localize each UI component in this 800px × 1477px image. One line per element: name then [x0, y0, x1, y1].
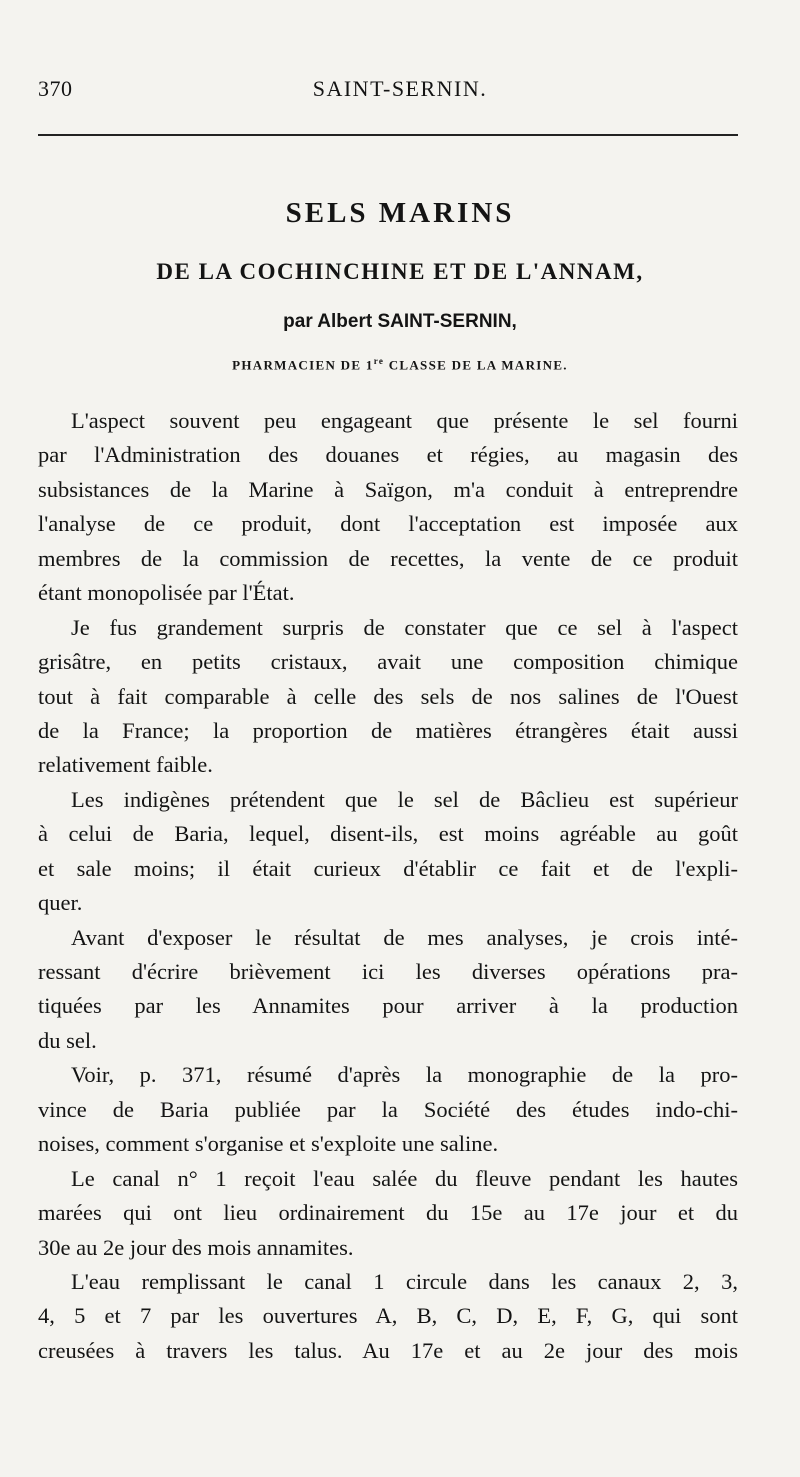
text-line: noises, comment s'organise et s'exploite une saline.	[38, 1131, 499, 1157]
text-line: ressant d'écrire brièvement ici les diverses opérations pra-	[38, 959, 738, 984]
text-line: membres de la commission de recettes, la vente de ce produit	[38, 545, 738, 571]
text-line: Avant d'exposer le résultat de mes analyses, je crois inté-	[71, 924, 738, 950]
header-rule	[38, 134, 738, 136]
text-line: 4, 5 et 7 par les ouvertures A, B, C, D, E, F, G, qui sont	[38, 1303, 738, 1329]
text-line: quer.	[38, 890, 83, 916]
text-line: et sale moins; il était curieux d'établir ce fait et de l'expli-	[38, 855, 738, 881]
text-line: Le canal n° 1 reçoit l'eau salée du fleuve pendant les hautes	[71, 1165, 738, 1191]
text-line: 30e au 2e jour des mois annamites.	[38, 1234, 354, 1260]
affiliation-superscript: re	[373, 356, 385, 366]
text-line: étant monopolisée par l'État.	[38, 580, 295, 606]
text-line: Les indigènes prétendent que le sel de Bâclieu est supérieur	[71, 786, 738, 812]
author-affiliation	[0, 356, 800, 373]
article-title: SELS MARINS	[285, 197, 515, 229]
text-line: marées qui ont lieu ordinairement du 15e au 17e jour et du	[38, 1200, 738, 1226]
text-line: l'analyse de ce produit, dont l'acceptation est imposée aux	[38, 511, 738, 537]
text-line: creusées à travers les talus. Au 17e et au 2e jour des mois	[38, 1337, 738, 1363]
text-line: grisâtre, en petits cristaux, avait une composition chimique	[38, 649, 738, 675]
running-head: SAINT-SERNIN.	[312, 76, 488, 101]
text-line: tiquées par les Annamites pour arriver à la production	[38, 993, 738, 1019]
text-line: L'eau remplissant le canal 1 circule dans les canaux 2, 3,	[71, 1268, 738, 1294]
text-line: tout à fait comparable à celle des sels de nos salines de l'Ouest	[38, 683, 738, 709]
affiliation-suffix: CLASSE DE LA MARINE.	[388, 357, 568, 373]
body-text	[38, 404, 738, 1368]
text-line: de la France; la proportion de matières étrangères était aussi	[38, 717, 738, 743]
article-author: par Albert SAINT-SERNIN,	[283, 311, 517, 332]
text-line: du sel.	[38, 1027, 97, 1053]
page-number: 370	[38, 76, 73, 101]
text-line: Je fus grandement surpris de constater que ce sel à l'aspect	[71, 614, 738, 640]
text-line: à celui de Baria, lequel, disent-ils, est moins agréable au goût	[38, 821, 738, 847]
text-line: par l'Administration des douanes et régies, au magasin des	[38, 442, 738, 468]
article-subtitle: DE LA COCHINCHINE ET DE L'ANNAM,	[156, 259, 644, 284]
affiliation-prefix: PHARMACIEN DE 1	[232, 357, 374, 373]
text-line: relativement faible.	[38, 752, 213, 778]
text-line: Voir, p. 371, résumé d'après la monographie de la pro-	[71, 1062, 738, 1088]
text-line: subsistances de la Marine à Saïgon, m'a conduit à entreprendre	[38, 476, 738, 502]
text-line: L'aspect souvent peu engageant que présente le sel fourni	[71, 408, 738, 433]
text-line: vince de Baria publiée par la Société des études indo-chi-	[38, 1096, 738, 1122]
